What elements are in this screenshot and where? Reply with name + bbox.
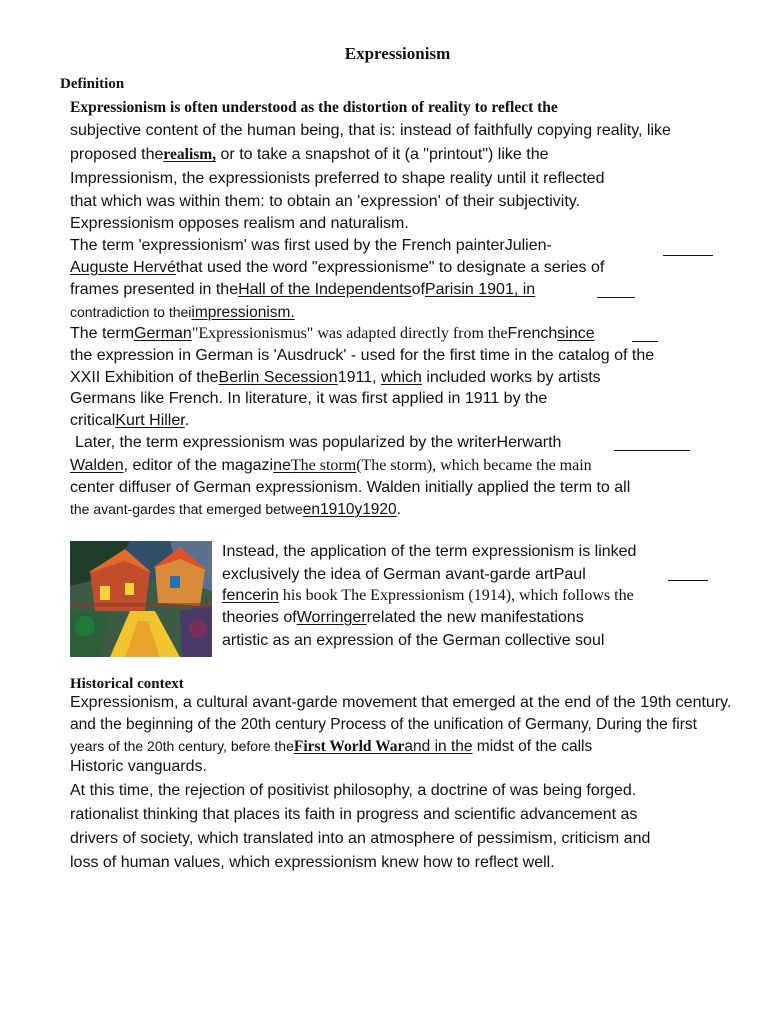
expressionist-painting	[70, 541, 212, 657]
definition-line-16: Later, the term expressionism was popularized by the writerHerwarth	[75, 434, 562, 451]
historical-line-6: rationalist thinking that places its faith in progress and scientific advancement as	[70, 806, 638, 823]
definition-line-1: Expressionism is often understood as the distortion of reality to reflect the	[70, 99, 558, 116]
german-link[interactable]: German	[134, 325, 192, 342]
definition-line-3: proposed therealism, or to take a snapshot of it (a "printout") like the	[70, 146, 549, 163]
historical-line-2: and the beginning of the 20th century Process of the unification of Germany, During the first	[70, 716, 697, 733]
historical-line-7: drivers of society, which translated into an atmosphere of pessimism, criticism and	[70, 830, 651, 847]
blank-line	[668, 580, 708, 581]
historical-line-8: loss of human values, which expressionism knew how to reflect well.	[70, 854, 555, 871]
blank-line	[614, 450, 690, 451]
definition-line-17: Walden, editor of the magazineThe storm(The storm), which became the main	[70, 457, 592, 474]
caption-line-1: Instead, the application of the term expressionism is linked	[222, 543, 637, 560]
definition-line-11: The termGerman"Expressionismus" was adapted directly from theFrenchsince	[70, 325, 595, 342]
blank-line	[632, 341, 658, 342]
hall-independents-link[interactable]: Hall of the Independents	[238, 281, 412, 298]
the-storm-link[interactable]: The storm	[290, 457, 357, 474]
definition-line-5: that which was within them: to obtain an 'expression' of their subjectivity.	[70, 193, 581, 210]
definition-line-9: frames presented in theHall of the IndependentsofParisin 1901, in	[70, 281, 536, 298]
definition-line-19: the avant-gardes that emerged between1910y1920.	[70, 501, 401, 518]
historical-line-5: At this time, the rejection of positivist philosophy, a doctrine of was being forged.	[70, 782, 637, 799]
definition-line-2: subjective content of the human being, that is: instead of faithfully copying reality, like	[70, 122, 671, 139]
blank-line	[663, 255, 713, 256]
caption-line-3: fencerin his book The Expressionism (1914), which follows the	[222, 587, 634, 604]
worringer-link[interactable]: Worringer	[296, 609, 367, 626]
definition-line-12: the expression in German is 'Ausdruck' - used for the first time in the catalog of the	[70, 347, 655, 364]
walden-link[interactable]: Walden	[70, 457, 124, 474]
definition-line-15: criticalKurt Hiller.	[70, 412, 190, 429]
first-world-war-link[interactable]: First World War	[293, 738, 405, 755]
historical-line-4: Historic vanguards.	[70, 758, 207, 775]
page-title: Expressionism	[344, 44, 451, 63]
caption-line-2: exclusively the idea of German avant-garde artPaul	[222, 566, 586, 583]
definition-line-18: center diffuser of German expressionism. Walden initially applied the term to all	[70, 479, 631, 496]
year-1920-link[interactable]: 1920	[362, 501, 397, 518]
historical-line-3: years of the 20th century, before theFirst World Warand in the midst of the calls	[70, 738, 593, 755]
definition-line-10: contradiction to theiimpressionism.	[70, 304, 295, 321]
historical-line-1: Expressionism, a cultural avant-garde movement that emerged at the end of the 19th century.	[70, 694, 732, 711]
blank-line	[597, 297, 635, 298]
definition-line-4: Impressionism, the expressionists preferred to shape reality until it reflected	[70, 170, 605, 187]
paris-link[interactable]: Paris	[424, 281, 462, 298]
definition-line-8: Auguste Hervéthat used the word "expressionisme" to designate a series of	[70, 259, 605, 276]
definition-line-7: The term 'expressionism' was first used by the French painterJulien-	[70, 237, 552, 254]
realism-link[interactable]: realism,	[163, 146, 217, 163]
caption-line-4: theories ofWorringerrelated the new manifestations	[222, 609, 584, 626]
caption-line-5: artistic as an expression of the German collective soul	[222, 632, 605, 649]
herve-link[interactable]: Auguste Hervé	[70, 259, 176, 276]
kurt-hiller-link[interactable]: Kurt Hiller	[115, 412, 185, 429]
fencer-link[interactable]: fencer	[222, 587, 267, 604]
impressionism-link[interactable]: impressionism.	[191, 304, 295, 321]
definition-line-6: Expressionism opposes realism and naturalism.	[70, 215, 409, 232]
year-1910-link[interactable]: 1910	[319, 501, 355, 518]
definition-line-14: Germans like French. In literature, it was first applied in 1911 by the	[70, 390, 548, 407]
historical-heading: Historical context	[70, 676, 184, 692]
berlin-secession-link[interactable]: Berlin Secession	[218, 369, 338, 386]
definition-heading: Definition	[60, 76, 125, 92]
definition-line-13: XXII Exhibition of theBerlin Secession1911, which included works by artists	[70, 369, 601, 386]
